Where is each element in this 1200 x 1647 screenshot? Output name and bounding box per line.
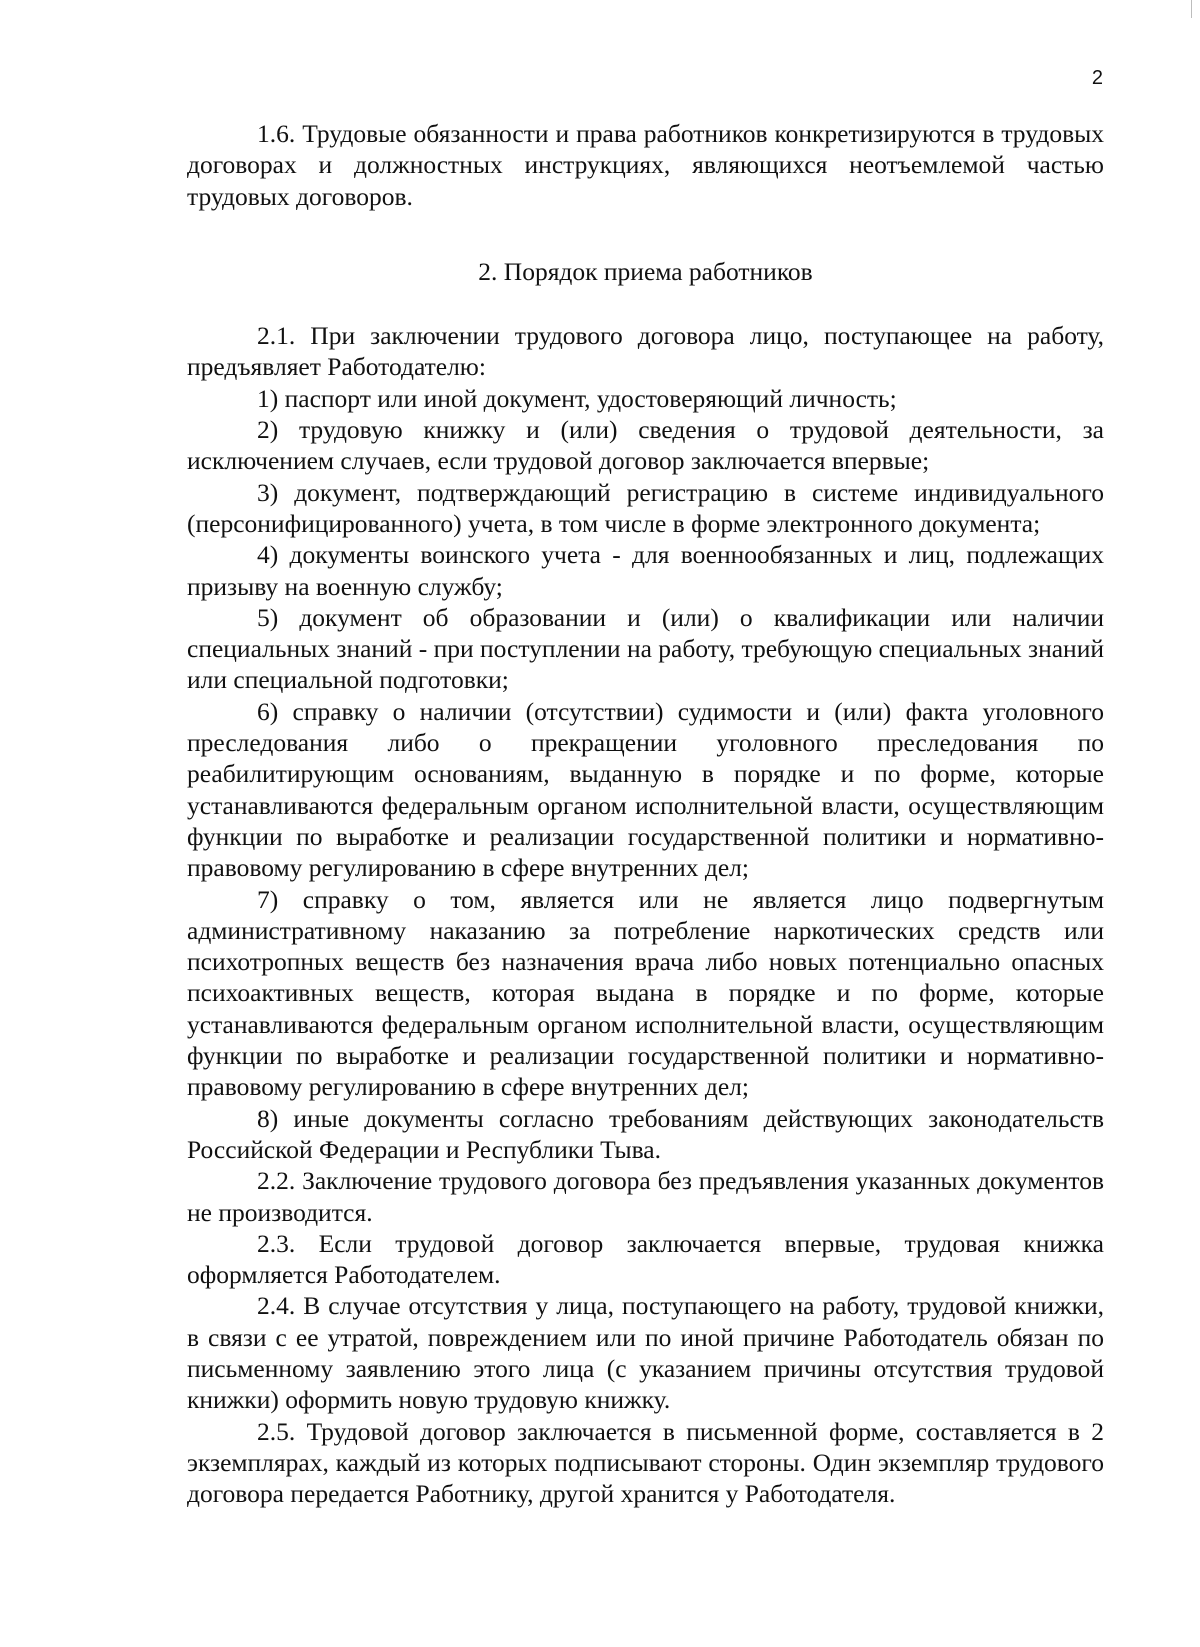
list-item-6: 6) справку о наличии (отсутствии) судимости и (или) факта уголовного преследования либо о прекращении уголовного преследования по реабилитирующим основаниям, выданную в порядке и по форме, которые устанавливаются федеральным органом исполнительной власти, осуществляющим функции по выработке и реализации государственной политики и нормативно-правовому регулированию в сфере внутренних дел; [187, 696, 1104, 883]
page-number: 2 [1091, 67, 1103, 89]
section-heading: 2. Порядок приема работников [478, 256, 813, 286]
list-item-4: 4) документы воинского учета - для военнообязанных и лиц, подлежащих призыву на военную службу; [187, 540, 1104, 601]
list-item-3: 3) документ, подтверждающий регистрацию в системе индивидуального (персонифицированного) учета, в том числе в форме электронного документа; [187, 477, 1104, 538]
list-item-5: 5) документ об образовании и (или) о квалификации или наличии специальных знаний - при поступлении на работу, требующую специальных знаний или специальной подготовки; [187, 602, 1104, 695]
paragraph-2-1-intro: 2.1. При заключении трудового договора лицо, поступающее на работу, предъявляет Работодателю: [187, 321, 1104, 382]
paragraph-1-6: 1.6. Трудовые обязанности и права работников конкретизируются в трудовых договорах и должностных инструкциях, являющихся неотъемлемой частью трудовых договоров. [187, 119, 1104, 211]
list-item-2: 2) трудовую книжку и (или) сведения о трудовой деятельности, за исключением случаев, если трудовой договор заключается впервые; [187, 415, 1104, 476]
paragraph-2-5: 2.5. Трудовой договор заключается в письменной форме, составляется в 2 экземплярах, каждый из которых подписывают стороны. Один экземпляр трудового договора передается Работнику, другой хранится у Работодателя. [187, 1416, 1104, 1509]
paragraph-2-4: 2.4. В случае отсутствия у лица, поступающего на работу, трудовой книжки, в связи с ее утратой, повреждением или по иной причине Работодатель обязан по письменному заявлению этого лица (с указанием причины отсутствия трудовой книжки) оформить новую трудовую книжку. [187, 1291, 1104, 1415]
list-item-8: 8) иные документы согласно требованиям действующих законодательств Российской Федерации и Республики Тыва. [187, 1103, 1104, 1164]
list-item-7: 7) справку о том, является или не является лицо подвергнутым административному наказанию за потребление наркотических средств или психотропных веществ без назначения врача либо новых потенциально опасных психоактивных веществ, которая выдана в порядке и по форме, которые устанавливаются федеральным органом исполнительной власти, осуществляющим функции по выработке и реализации государственной политики и нормативно-правовому регулированию в сфере внутренних дел; [187, 884, 1104, 1102]
paragraph-2-3: 2.3. Если трудовой договор заключается впервые, трудовая книжка оформляется Работодателем. [187, 1228, 1104, 1290]
document-body [187, 118, 1104, 1509]
list-item-1: 1) паспорт или иной документ, удостоверяющий личность; [257, 383, 897, 413]
paragraph-2-2: 2.2. Заключение трудового договора без предъявления указанных документов не производится. [187, 1166, 1104, 1227]
scan-edge-mark [1191, 0, 1192, 18]
